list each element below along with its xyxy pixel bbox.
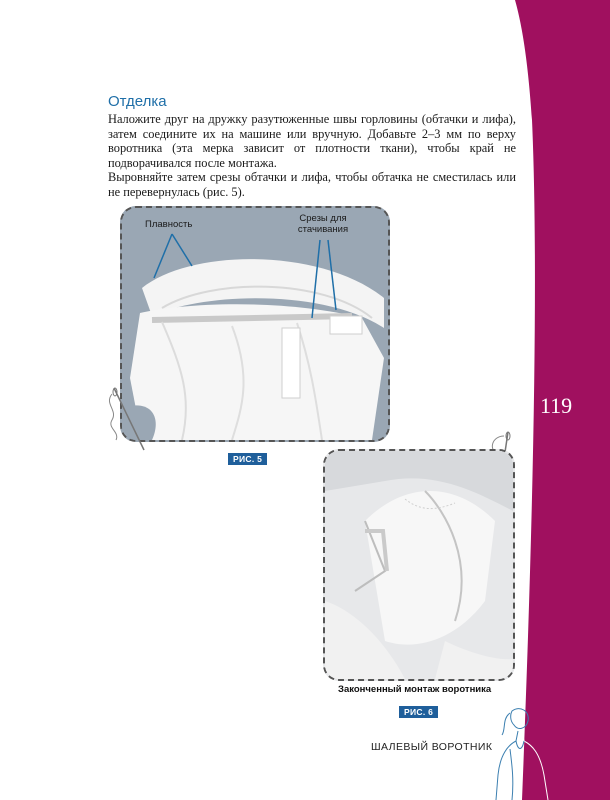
callout-cuts: Срезы для стачивания (297, 213, 349, 235)
needle-thread-icon (104, 384, 150, 454)
body-text (108, 112, 516, 200)
footer-title: ШАЛЕВЫЙ ВОРОТНИК (371, 741, 493, 753)
page-number: 119 (540, 393, 573, 418)
figure-6-photo (323, 449, 515, 681)
figure-5-label: РИС. 5 (228, 453, 267, 465)
figure-6-label: РИС. 6 (399, 706, 438, 718)
callout-smoothness: Плавность (145, 219, 193, 230)
paragraph: Выровняйте затем срезы обтачки и лифа, чтобы обтачка не сместилась или не перевернулась (рис. 5). (108, 170, 516, 199)
fashion-figure-sketch (488, 705, 552, 800)
section-title: Отделка (108, 93, 167, 110)
paragraph: Наложите друг на дружку разутюженные швы горловины (обтачки и лифа), затем соедините их на машине или вручную. Добавьте 2–3 мм по верху воротника (эта мерка зависит от плотности ткани), чтобы край не подворачивался после монтажа. (108, 112, 516, 170)
figure-6-caption: Законченный монтаж воротника (338, 684, 492, 695)
figure-5-photo (120, 206, 390, 442)
